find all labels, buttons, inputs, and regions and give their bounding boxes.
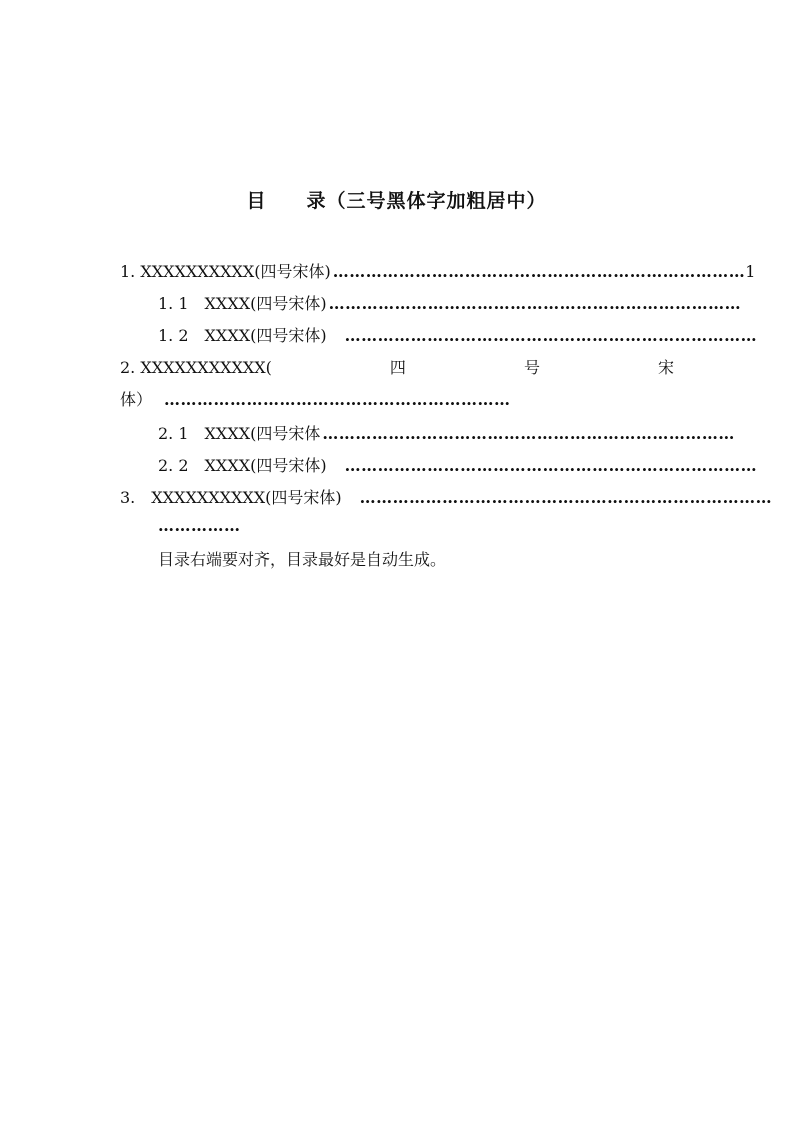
toc-entry-2[interactable]: [120, 356, 674, 380]
toc-entry-1-2-leader: …………………………………………………………………: [344, 326, 758, 345]
toc-entry-2-1-leader: …………………………………………………………………: [322, 424, 735, 443]
toc-entry-2-part-3: 号: [523, 358, 540, 377]
toc-entry-2-2[interactable]: [158, 454, 758, 478]
toc-entry-1-1-leader: …………………………………………………………………: [328, 294, 742, 313]
toc-entry-2-1-text: 2. 1 XXXX(四号宋体: [158, 424, 321, 443]
toc-entry-2-leader: ………………………………………………………: [164, 390, 511, 409]
toc-entry-3-text: 3. XXXXXXXXXX(四号宋体): [120, 488, 358, 507]
toc-entry-2-part-1: 2. XXXXXXXXXXX(: [120, 358, 272, 377]
toc-entry-3-leader: …………………………………………………………………: [359, 488, 773, 507]
toc-entry-2-2-leader: …………………………………………………………………: [344, 456, 758, 475]
toc-entry-1-page: 1: [745, 262, 756, 281]
toc-entry-3[interactable]: [120, 486, 773, 510]
toc-title: 目 录（三号黑体字加粗居中）: [246, 190, 547, 212]
toc-note: 目录右端要对齐，目录最好是自动生成。: [158, 550, 447, 569]
toc-entry-1-text: 1. XXXXXXXXXX(四号宋体): [120, 262, 331, 281]
toc-entry-2-continued[interactable]: [120, 388, 511, 412]
toc-entry-1[interactable]: [120, 260, 756, 284]
toc-entry-1-1[interactable]: [158, 292, 742, 316]
toc-entry-2-part-2: 四: [389, 358, 406, 377]
toc-entry-2-cont-text: 体）: [120, 390, 153, 409]
toc-entry-1-2-text: 1. 2 XXXX(四号宋体): [158, 326, 343, 345]
toc-entry-1-1-text: 1. 1 XXXX(四号宋体): [158, 294, 327, 313]
toc-entry-2-2-text: 2. 2 XXXX(四号宋体): [158, 456, 343, 475]
toc-entry-3-leader-cont: ……………: [158, 516, 241, 535]
toc-entry-1-2[interactable]: [158, 324, 758, 348]
toc-entry-2-1[interactable]: [158, 422, 735, 446]
toc-entry-3-continued: [158, 514, 250, 538]
toc-entry-2-part-4: 宋: [657, 358, 674, 377]
toc-entry-1-leader: …………………………………………………………………: [332, 262, 746, 281]
